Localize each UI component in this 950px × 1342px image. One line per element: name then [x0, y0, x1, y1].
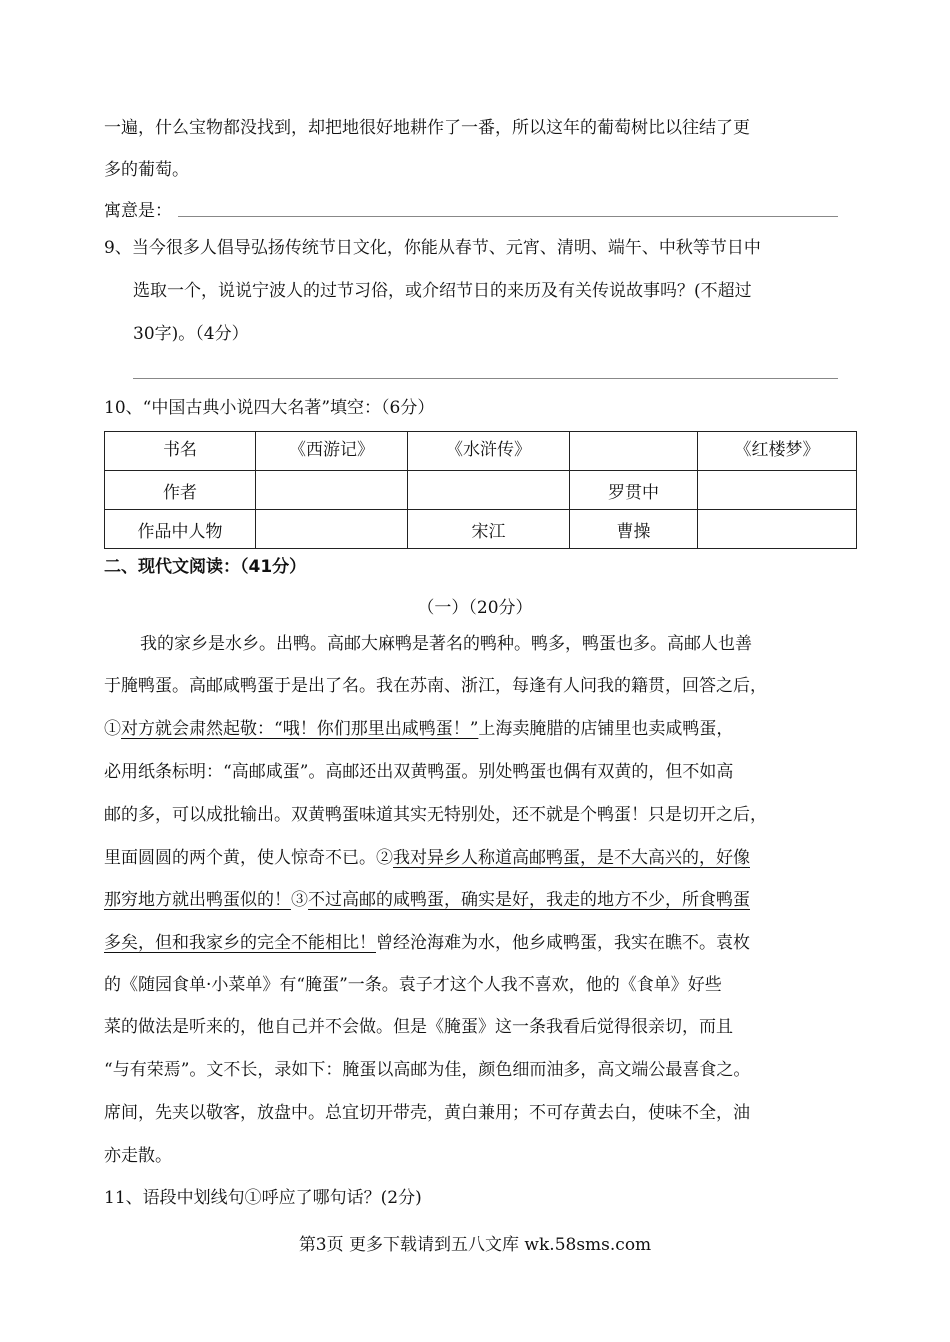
table-cell: 《水浒传》 — [408, 432, 570, 471]
passage-line: 多矣，但和我家乡的完全不能相比！曾经沧海难为水，他乡咸鸭蛋，我实在瞧不。袁枚 — [104, 933, 750, 953]
underlined-sentence-2-cont: 那穷地方就出鸭蛋似的！ — [104, 890, 291, 910]
table-row — [105, 471, 857, 510]
section-heading: 二、现代文阅读：（41分） — [104, 557, 307, 577]
table-cell-blank[interactable] — [698, 510, 857, 549]
underlined-sentence-3: 不过高邮的咸鸭蛋，确实是好，我走的地方不少，所食鸭蛋 — [308, 890, 750, 910]
passage-line: 邮的多，可以成批输出。双黄鸭蛋味道其实无特别处，还不就是个鸭蛋！只是切开之后， — [104, 805, 767, 825]
intro-line-2: 多的葡萄。 — [104, 160, 189, 180]
classics-table — [104, 431, 857, 549]
table-cell: 《西游记》 — [256, 432, 408, 471]
table-cell-blank[interactable] — [698, 471, 857, 510]
passage-line: “与有荣焉”。文不长，录如下：腌蛋以高邮为佳，颜色细而油多，高文端公最喜食之。 — [104, 1060, 751, 1080]
passage-line: 我的家乡是水乡。出鸭。高邮大麻鸭是著名的鸭种。鸭多，鸭蛋也多。高邮人也善 — [140, 634, 752, 654]
passage-line: 必用纸条标明：“高邮咸蛋”。高邮还出双黄鸭蛋。别处鸭蛋也偶有双黄的，但不如高 — [104, 762, 734, 782]
q10-title: 10、“中国古典小说四大名著”填空：（6分） — [104, 398, 435, 418]
table-cell-blank[interactable] — [256, 471, 408, 510]
passage-line: 里面圆圆的两个黄，使人惊奇不已。②我对异乡人称道高邮鸭蛋，是不大高兴的，好像 — [104, 848, 750, 868]
table-cell: 《红楼梦》 — [698, 432, 857, 471]
passage-line: 席间，先夹以敬客，放盘中。总宜切开带壳，黄白兼用；不可存黄去白，使味不全，油 — [104, 1103, 750, 1123]
table-cell-blank[interactable] — [570, 432, 698, 471]
table-row — [105, 432, 857, 471]
underlined-sentence-2: 我对异乡人称道高邮鸭蛋，是不大高兴的，好像 — [393, 848, 750, 868]
underlined-sentence-1: 对方就会肃然起敬：“哦！你们那里出咸鸭蛋！” — [121, 719, 479, 739]
q9-line-3: 30字)。（4分） — [133, 324, 249, 344]
table-cell: 作者 — [105, 471, 256, 510]
q9-line-1: 9、当今很多人倡导弘扬传统节日文化，你能从春节、元宵、清明、端午、中秋等节日中 — [104, 238, 761, 258]
moral-label: 寓意是： — [104, 201, 172, 221]
passage-line: 的《随园食单·小菜单》有“腌蛋”一条。袁子才这个人我不喜欢，他的《食单》好些 — [104, 975, 722, 995]
passage-line — [104, 888, 750, 912]
table-row — [105, 510, 857, 549]
table-cell-blank[interactable] — [408, 471, 570, 510]
moral-answer-line[interactable] — [178, 216, 838, 217]
table-cell: 宋江 — [408, 510, 570, 549]
table-cell-blank[interactable] — [256, 510, 408, 549]
part-heading: （一）（20分） — [417, 598, 533, 618]
passage-line: 于腌鸭蛋。高邮咸鸭蛋于是出了名。我在苏南、浙江，每逢有人问我的籍贯，回答之后， — [104, 676, 767, 696]
intro-line-1: 一遍，什么宝物都没找到，却把地很好地耕作了一番，所以这年的葡萄树比以往结了更 — [104, 118, 750, 138]
marker-1: ① — [104, 719, 121, 739]
table-cell: 书名 — [105, 432, 256, 471]
passage-line: 菜的做法是听来的，他自己并不会做。但是《腌蛋》这一条我看后觉得很亲切，而且 — [104, 1017, 733, 1037]
table-cell: 曹操 — [570, 510, 698, 549]
passage-line: 亦走散。 — [104, 1146, 172, 1166]
q11: 11、语段中划线句①呼应了哪句话？(2分) — [104, 1188, 422, 1208]
q9-answer-line[interactable] — [133, 378, 838, 379]
marker-3: ③ — [291, 890, 308, 910]
underlined-sentence-3-cont: 多矣，但和我家乡的完全不能相比！ — [104, 933, 376, 953]
passage-line: ①对方就会肃然起敬：“哦！你们那里出咸鸭蛋！”上海卖腌腊的店铺里也卖咸鸭蛋， — [104, 719, 734, 739]
page-footer: 第3页 更多下载请到五八文库 wk.58sms.com — [298, 1235, 652, 1255]
table-cell: 罗贯中 — [570, 471, 698, 510]
table-cell: 作品中人物 — [105, 510, 256, 549]
q9-line-2: 选取一个，说说宁波人的过节习俗，或介绍节日的来历及有关传说故事吗？(不超过 — [133, 281, 752, 301]
